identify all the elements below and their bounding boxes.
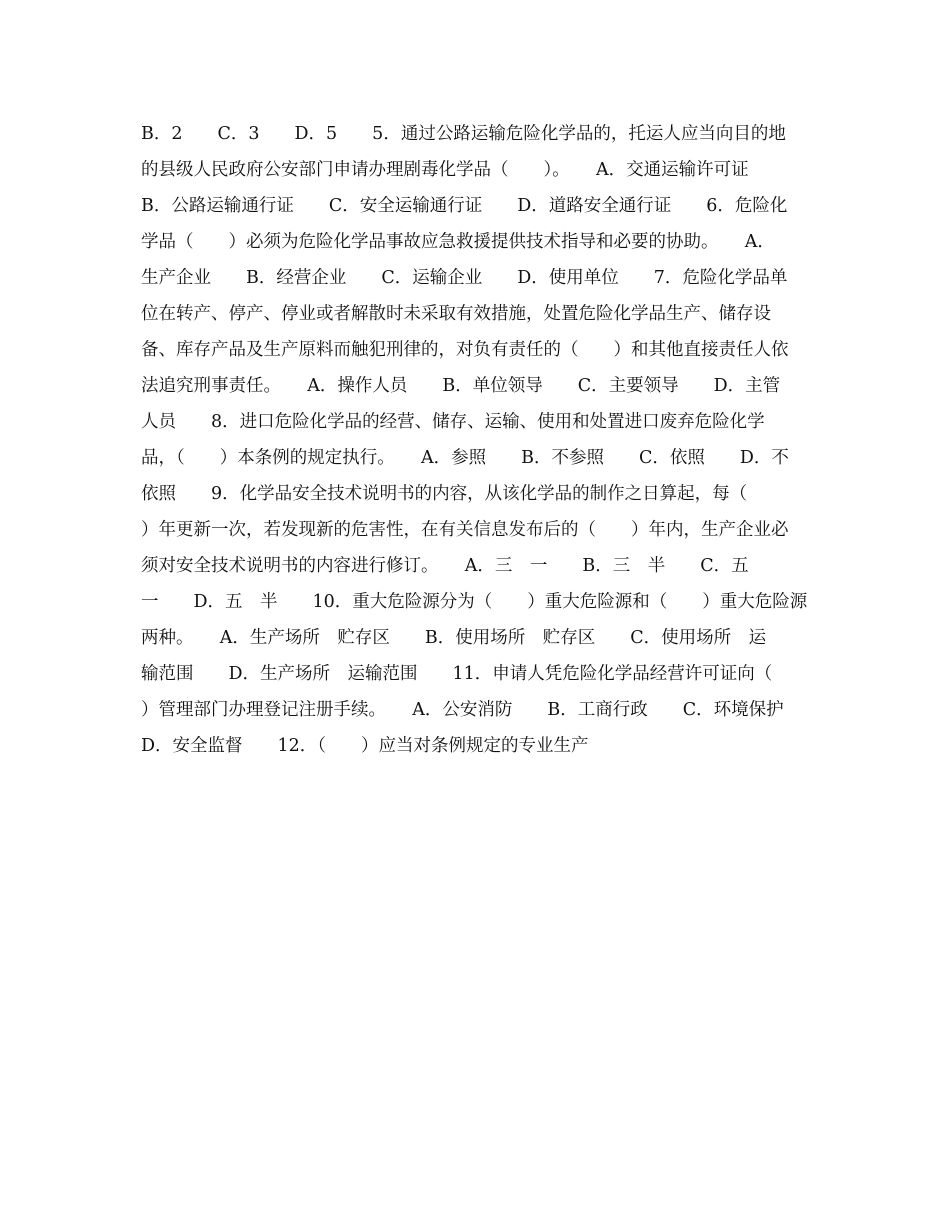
- text-line: 学品（ ）必须为危险化学品事故应急救援提供技术指导和必要的协助。 A．: [141, 232, 775, 252]
- text-line: 备、库存产品及生产原料而触犯刑律的，对负有责任的（ ）和其他直接责任人依: [141, 340, 789, 360]
- text-line: 人员 8．进口危险化学品的经营、储存、运输、使用和处置进口废弃危险化学: [141, 412, 765, 432]
- text-line: 两种。 A．生产场所 贮存区 B．使用场所 贮存区 C．使用场所 运: [141, 628, 767, 648]
- text-line: 输范围 D．生产场所 运输范围 11．申请人凭危险化学品经营许可证向（: [141, 664, 773, 684]
- text-line: 须对安全技术说明书的内容进行修订。 A．三 一 B．三 半 C．五: [141, 556, 749, 576]
- text-line: ）年更新一次，若发现新的危害性，在有关信息发布后的（ ）年内，生产企业必: [141, 520, 789, 540]
- text-line: 品，（ ）本条例的规定执行。 A．参照 B．不参照 C．依照 D．不: [141, 448, 789, 468]
- text-line: B．公路运输通行证 C．安全运输通行证 D．道路安全通行证 6．危险化: [141, 196, 788, 216]
- question-text-block: [141, 116, 816, 764]
- text-line: D．安全监督 12．（ ）应当对条例规定的专业生产: [141, 736, 589, 756]
- text-line: 法追究刑事责任。 A．操作人员 B．单位领导 C．主要领导 D．主管: [141, 376, 781, 396]
- text-line: ）管理部门办理登记注册手续。 A．公安消防 B．工商行政 C．环境保护: [141, 700, 784, 720]
- text-line: 依照 9．化学品安全技术说明书的内容，从该化学品的制作之日算起，每（: [141, 484, 748, 504]
- text-line: 生产企业 B．经营企业 C．运输企业 D．使用单位 7．危险化学品单: [141, 268, 788, 288]
- text-line: 位在转产、停产、停业或者解散时未采取有效措施，处置危险化学品生产、储存设: [141, 304, 771, 324]
- text-line: B．2 C．3 D．5 5．通过公路运输危险化学品的，托运人应当向目的地: [141, 124, 786, 144]
- text-line: 一 D．五 半 10．重大危险源分为（ ）重大危险源和（ ）重大危险源: [141, 592, 808, 612]
- text-line: 的县级人民政府公安部门申请办理剧毒化学品（ ）。 A．交通运输许可证: [141, 160, 749, 180]
